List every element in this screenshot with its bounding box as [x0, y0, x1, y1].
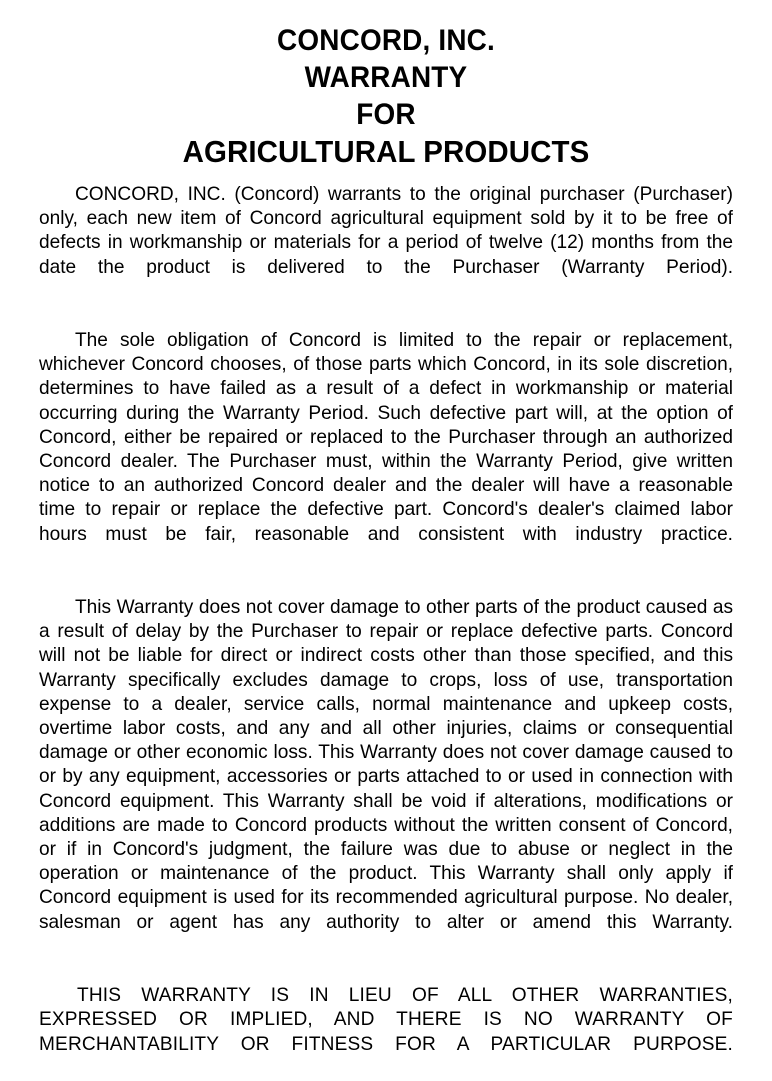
warranty-paragraph-sole-obligation: The sole obligation of Concord is limited to the repair or replacement, whichever Concord chooses, of those parts which Concord, in its sole discretion, determines to have failed as a result of a defect in workmanship or material occurring during the Warranty Period. Such defective part will, at the option of Concord, either be repaired or replaced to the Purchaser through an authorized Concord dealer. The Purchaser must, within the Warranty Period, give written notice to an authorized Concord dealer and the dealer will have a reasonable time to repair or replace the defective part. Concord's dealer's claimed labor hours must be fair, reasonable and consistent with industry practice.	[39, 330, 733, 545]
document-body	[39, 170, 733, 1081]
warranty-paragraph-exclusions: This Warranty does not cover damage to other parts of the product caused as a result of delay by the Purchaser to repair or replace defective parts. Concord will not be liable for direct or indirect costs other than those specified, and this Warranty specifically excludes damage to crops, loss of use, transportation expense to a dealer, service calls, normal maintenance and upkeep costs, overtime labor costs, and any and all other injuries, claims or consequential damage or other economic loss. This Warranty does not cover damage caused to or by any equipment, accessories or parts attached to or used in connection with Concord equipment. This Warranty shall be void if alterations, modifications or additions are made to Concord products without the written consent of Concord, or if in Concord's judgment, the failure was due to abuse or neglect in the operation or maintenance of the product. This Warranty shall only apply if Concord equipment is used for its recommended agricultural purpose. No dealer, salesman or agent has any authority to alter or amend this Warranty.	[39, 597, 733, 933]
document-title-block	[0, 0, 772, 170]
title-line-company: CONCORD, INC.	[277, 24, 495, 57]
title-line-for: FOR	[356, 98, 416, 131]
title-line-agricultural-products: AGRICULTURAL PRODUCTS	[182, 134, 590, 169]
title-line-warranty: WARRANTY	[304, 61, 468, 94]
warranty-paragraph-disclaimer: THIS WARRANTY IS IN LIEU OF ALL OTHER WARRANTIES, EXPRESSED OR IMPLIED, AND THERE IS NO WARRANTY OF MERCHANTABILITY OR FITNESS FOR A PARTICULAR PURPOSE.	[39, 985, 733, 1055]
warranty-paragraph-coverage: CONCORD, INC. (Concord) warrants to the original purchaser (Purchaser) only, each new item of Concord agricultural equipment sold by it to be free of defects in workmanship or materials for a period of twelve (12) months from the date the product is delivered to the Purchaser (Warranty Period).	[39, 184, 733, 278]
